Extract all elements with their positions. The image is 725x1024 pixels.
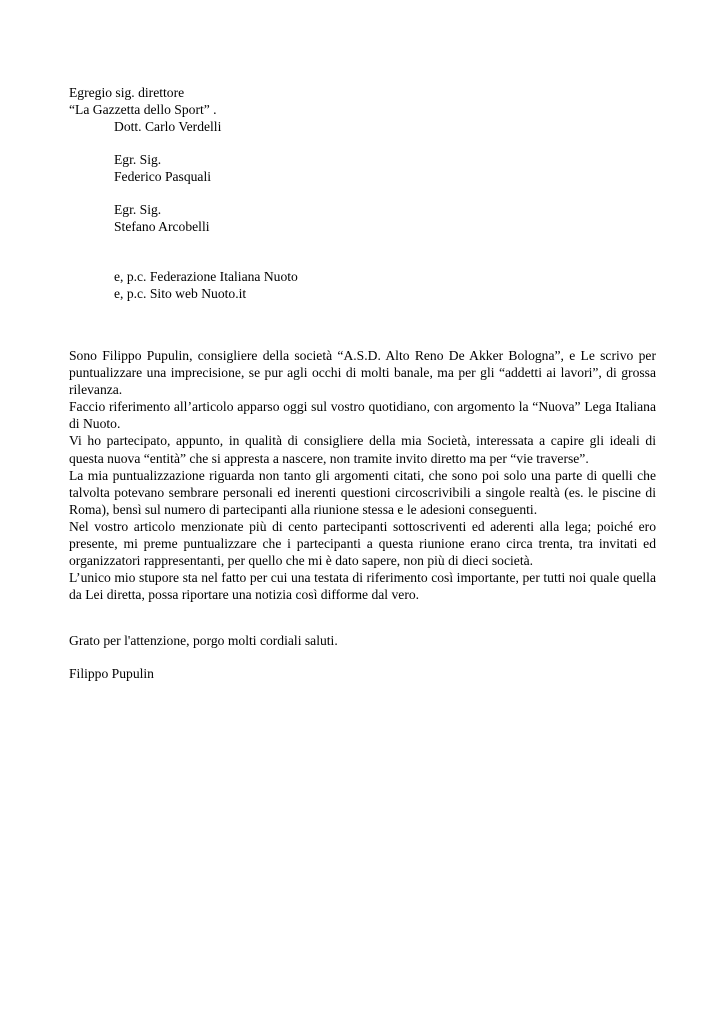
- body-paragraph-5: Nel vostro articolo menzionate più di cento partecipanti sottoscriventi ed aderenti alla lega; poiché ero presente, mi preme puntualizzare che i partecipanti a questa riunione erano circa trenta, tra invitati ed organizzatori rappresentanti, per quello che mi è dato sapere, non più di dieci società.: [69, 518, 656, 569]
- body-paragraph-1: Sono Filippo Pupulin, consigliere della società “A.S.D. Alto Reno De Akker Bologna”, e Le scrivo per puntualizzare una imprecisione, se pur agli occhi di molti banale, ma per gli “addetti ai lavori”, di grossa rilevanza.: [69, 348, 656, 398]
- signature: Filippo Pupulin: [69, 666, 154, 681]
- addressee-line-3: Dott. Carlo Verdelli: [114, 119, 222, 134]
- closing-greeting: Grato per l'attenzione, porgo molti cordiali saluti.: [69, 633, 338, 648]
- recipient-2-name: Federico Pasquali: [114, 169, 212, 184]
- closing-block: [69, 632, 656, 698]
- body-paragraph-6: L’unico mio stupore sta nel fatto per cui una testata di riferimento così importante, per tutti noi quale quella da Lei diretta, possa riportare una notizia così difforme dal vero.: [69, 570, 656, 603]
- letter-body: [69, 347, 656, 603]
- addressee-line-1: Egregio sig. direttore: [69, 85, 185, 100]
- body-paragraph-3: Vi ho partecipato, appunto, in qualità di consigliere della mia Società, interessata a capire gli ideali di questa nuova “entità” che si appresta a nascere, non tramite invito diretto ma per “vie traverse”.: [69, 433, 656, 466]
- recipient-3-name: Stefano Arcobelli: [114, 219, 210, 234]
- body-paragraph-4: La mia puntualizzazione riguarda non tanto gli argomenti citati, che sono poi solo una parte di quelli che talvolta potevano sembrare personali ed inerenti questioni circoscrivibili a singole realtà (es. le piscine di Roma), bensì sul numero di partecipanti alla riunione stessa e le adesioni conseguenti.: [69, 467, 656, 517]
- cc-line-1: e, p.c. Federazione Italiana Nuoto: [114, 269, 298, 284]
- recipient-2-title: Egr. Sig.: [114, 152, 162, 167]
- addressee-block: [69, 84, 669, 302]
- body-paragraph-2: Faccio riferimento all’articolo apparso oggi sul vostro quotidiano, con argomento la “Nuova” Lega Italiana di Nuoto.: [69, 399, 656, 432]
- addressee-line-2: “La Gazzetta dello Sport” .: [69, 102, 217, 117]
- recipient-3-title: Egr. Sig.: [114, 202, 162, 217]
- cc-line-2: e, p.c. Sito web Nuoto.it: [114, 286, 247, 301]
